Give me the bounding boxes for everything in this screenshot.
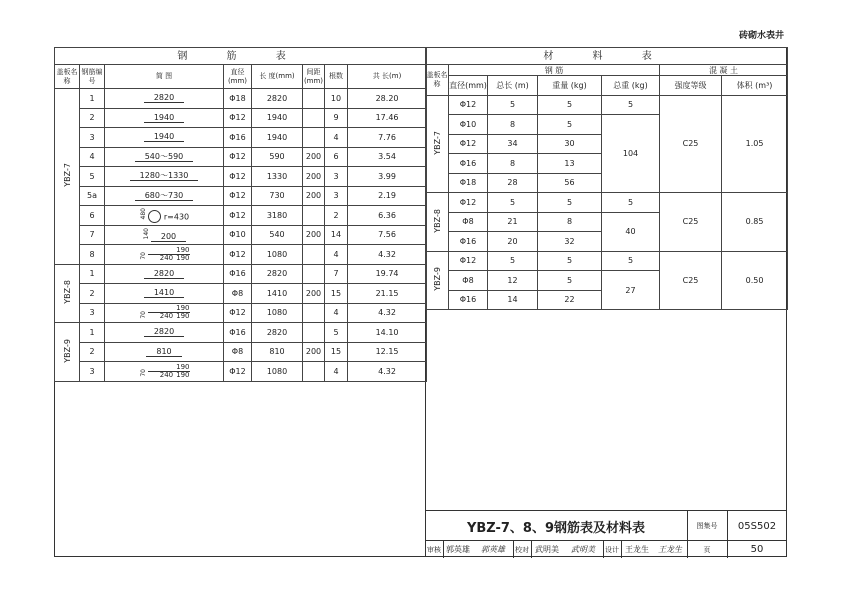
table-row	[55, 264, 427, 284]
rebar-shape	[105, 128, 224, 148]
mat-volume: 0.85	[722, 193, 788, 252]
rebar-shape	[105, 362, 224, 382]
shape-label: r=430	[163, 211, 190, 221]
rebar-total: 19.74	[348, 264, 427, 284]
drawing-title: YBZ-7、8、9钢筋表及材料表	[425, 511, 688, 541]
mat-header-len: 总长 (m)	[488, 76, 538, 96]
mat-grade: C25	[660, 193, 722, 252]
checker-name: 武明美	[535, 545, 559, 554]
dim-label: 70	[139, 369, 147, 377]
rebar-len: 1940	[252, 108, 303, 128]
shape-label: 190	[148, 364, 190, 372]
rebar-len: 730	[252, 186, 303, 206]
mat-header-steel: 钢 筋	[449, 65, 660, 76]
rebar-total: 21.15	[348, 284, 427, 304]
mat-wt: 8	[538, 212, 602, 232]
rebar-shape	[105, 303, 224, 323]
mat-dia: Φ8	[449, 212, 488, 232]
rebar-shape	[105, 147, 224, 167]
shape-label: 190	[176, 312, 190, 321]
rebar-no: 6	[80, 206, 105, 226]
table-row	[55, 128, 427, 148]
rebar-shape	[105, 89, 224, 109]
rebar-sp	[303, 303, 325, 323]
shape-label: 810	[146, 347, 181, 357]
mat-wt: 5	[538, 115, 602, 135]
rebar-no: 2	[80, 342, 105, 362]
rebar-len: 810	[252, 342, 303, 362]
rebar-n: 10	[325, 89, 348, 109]
mat-total-weight: 5	[602, 95, 660, 115]
rebar-n: 6	[325, 147, 348, 167]
dim-label: 480	[139, 207, 147, 219]
bent-bar-icon	[148, 305, 190, 320]
rebar-len: 1940	[252, 128, 303, 148]
blank-area	[55, 381, 427, 527]
mat-wt: 5	[538, 251, 602, 271]
rebar-dia: Φ12	[224, 362, 252, 382]
shape-label: 1410	[144, 288, 184, 298]
group-name: YBZ-9	[62, 338, 72, 363]
drawing-category: 砖砌水表井	[738, 31, 784, 41]
rebar-sp	[303, 89, 325, 109]
rebar-total: 4.32	[348, 362, 427, 382]
rebar-no: 2	[80, 108, 105, 128]
mat-total-weight: 27	[602, 271, 660, 310]
rebar-shape	[105, 186, 224, 206]
rebar-header-cell: 直径(mm)	[224, 65, 252, 89]
rebar-dia: Φ12	[224, 186, 252, 206]
rebar-header-cell: 简 图	[105, 65, 224, 89]
rebar-no: 8	[80, 245, 105, 265]
rebar-dia: Φ10	[224, 225, 252, 245]
group-label	[55, 264, 80, 323]
rebar-n: 5	[325, 323, 348, 343]
rebar-total: 3.54	[348, 147, 427, 167]
page-number: 50	[750, 544, 764, 555]
rebar-dia: Φ16	[224, 264, 252, 284]
table-row	[55, 89, 427, 109]
group-label	[426, 193, 449, 252]
rebar-total: 6.36	[348, 206, 427, 226]
rebar-len: 1080	[252, 303, 303, 323]
rebar-dia: Φ12	[224, 167, 252, 187]
rebar-dia: Φ12	[224, 303, 252, 323]
shape-label: 200	[151, 232, 186, 242]
mat-len: 5	[488, 95, 538, 115]
mat-len: 34	[488, 134, 538, 154]
rebar-n: 7	[325, 264, 348, 284]
rebar-n: 3	[325, 186, 348, 206]
rebar-total: 2.19	[348, 186, 427, 206]
atlas-label: 图集号	[687, 511, 728, 541]
rebar-shape	[105, 264, 224, 284]
rebar-n: 4	[325, 362, 348, 382]
mat-volume: 1.05	[722, 95, 788, 193]
shape-label: 540～590	[135, 152, 194, 162]
mat-wt: 5	[538, 95, 602, 115]
shape-label: 680～730	[135, 191, 194, 201]
rebar-dia: Φ12	[224, 245, 252, 265]
rebar-no: 5a	[80, 186, 105, 206]
mat-header-tw: 总重 (kg)	[602, 76, 660, 96]
mat-wt: 13	[538, 154, 602, 174]
mat-len: 28	[488, 173, 538, 193]
mat-dia: Φ16	[449, 154, 488, 174]
group-name: YBZ-9	[432, 267, 442, 292]
rebar-total: 12.15	[348, 342, 427, 362]
shape-label: 1940	[144, 132, 184, 142]
shape-label: 190	[176, 253, 190, 262]
group-label	[55, 89, 80, 265]
dim-label: 70	[139, 310, 147, 319]
mat-header-concrete: 混 凝 土	[660, 65, 788, 76]
rebar-n: 14	[325, 225, 348, 245]
rebar-shape	[105, 342, 224, 362]
rebar-n: 4	[325, 128, 348, 148]
rebar-total: 7.56	[348, 225, 427, 245]
table-row	[55, 186, 427, 206]
hoop-icon	[148, 210, 161, 223]
mat-dia: Φ16	[449, 290, 488, 310]
mat-len: 5	[488, 251, 538, 271]
dim-label: 240	[159, 312, 174, 321]
rebar-dia: Φ18	[224, 89, 252, 109]
mat-len: 8	[488, 115, 538, 135]
rebar-total: 3.99	[348, 167, 427, 187]
rebar-no: 3	[80, 128, 105, 148]
mat-wt: 30	[538, 134, 602, 154]
mat-total-weight: 40	[602, 212, 660, 251]
rebar-n: 15	[325, 342, 348, 362]
rebar-shape	[105, 167, 224, 187]
mat-wt: 5	[538, 271, 602, 291]
table-row	[55, 303, 427, 323]
rebar-total: 17.46	[348, 108, 427, 128]
rebar-header-cell: 长 度(mm)	[252, 65, 303, 89]
reviewer-signature: 郭英雄	[473, 541, 514, 558]
mat-header-wt: 重量 (kg)	[538, 76, 602, 96]
shape-row	[148, 313, 190, 320]
group-name: YBZ-7	[432, 130, 442, 155]
mat-len: 21	[488, 212, 538, 232]
rebar-dia: Φ12	[224, 108, 252, 128]
shape-label: 2820	[144, 327, 184, 337]
rebar-no: 1	[80, 323, 105, 343]
rebar-shape	[105, 284, 224, 304]
mat-wt: 5	[538, 193, 602, 213]
rebar-dia: Φ8	[224, 284, 252, 304]
material-table	[425, 47, 788, 310]
shape-label: 2820	[144, 269, 184, 279]
rebar-n: 15	[325, 284, 348, 304]
rebar-header-cell: 钢筋编号	[80, 65, 105, 89]
designer-signature: 王龙生	[653, 541, 688, 558]
mat-dia: Φ10	[449, 115, 488, 135]
mat-dia: Φ18	[449, 173, 488, 193]
mat-len: 5	[488, 193, 538, 213]
mat-dia: Φ12	[449, 95, 488, 115]
shape-label: 1280～1330	[130, 171, 199, 181]
mat-dia: Φ12	[449, 251, 488, 271]
table-row	[55, 206, 427, 226]
rebar-table-title: 钢 筋 表	[55, 48, 427, 65]
rebar-dia: Φ8	[224, 342, 252, 362]
rebar-no: 7	[80, 225, 105, 245]
rebar-sp: 200	[303, 284, 325, 304]
table-row	[426, 95, 788, 115]
rebar-sp	[303, 264, 325, 284]
rebar-header-cell: 盖板名称	[55, 65, 80, 89]
rebar-no: 1	[80, 89, 105, 109]
table-row	[55, 225, 427, 245]
rebar-n: 3	[325, 167, 348, 187]
rebar-shape	[105, 206, 224, 226]
rebar-total: 28.20	[348, 89, 427, 109]
rebar-dia: Φ12	[224, 206, 252, 226]
rebar-n: 4	[325, 303, 348, 323]
rebar-len: 3180	[252, 206, 303, 226]
shape-label: 190	[176, 370, 190, 379]
checker-signature: 武明美	[563, 541, 604, 558]
rebar-total: 14.10	[348, 323, 427, 343]
dim-label: 240	[159, 370, 174, 379]
table-row	[426, 251, 788, 271]
rebar-n: 4	[325, 245, 348, 265]
mat-grade: C25	[660, 251, 722, 310]
rebar-sp	[303, 128, 325, 148]
group-label	[426, 251, 449, 310]
rebar-header-cell: 共 长(m)	[348, 65, 427, 89]
page-label: 页	[687, 541, 728, 558]
rebar-no: 5	[80, 167, 105, 187]
rebar-len: 1080	[252, 362, 303, 382]
mat-total-weight: 5	[602, 193, 660, 213]
review-label: 审核	[425, 541, 444, 558]
rebar-sp: 200	[303, 147, 325, 167]
reviewer-name: 郭英雄	[446, 545, 470, 554]
rebar-shape	[105, 245, 224, 265]
design-label: 设计	[603, 541, 622, 558]
dim-label: 70	[139, 252, 147, 260]
rebar-dia: Φ16	[224, 323, 252, 343]
rebar-len: 1410	[252, 284, 303, 304]
group-name: YBZ-8	[432, 208, 442, 233]
mat-dia: Φ12	[449, 134, 488, 154]
shape-label: 1940	[144, 113, 184, 123]
mat-dia: Φ12	[449, 193, 488, 213]
table-row	[55, 245, 427, 265]
mat-dia: Φ16	[449, 232, 488, 252]
rebar-sp: 200	[303, 225, 325, 245]
shape-label: 2820	[144, 93, 184, 103]
rebar-sp	[303, 362, 325, 382]
dim-label: 240	[159, 253, 174, 262]
table-row	[55, 147, 427, 167]
mat-wt: 56	[538, 173, 602, 193]
bent-bar-icon	[148, 364, 190, 379]
rebar-len: 2820	[252, 89, 303, 109]
shape-row	[148, 372, 190, 379]
rebar-no: 3	[80, 362, 105, 382]
mat-header-grade: 强度等级	[660, 76, 722, 96]
group-label	[426, 95, 449, 193]
mat-volume: 0.50	[722, 251, 788, 310]
material-table-title: 材 料 表	[426, 48, 788, 65]
rebar-n: 2	[325, 206, 348, 226]
rebar-sp	[303, 108, 325, 128]
mat-header-name: 盖板名称	[426, 65, 449, 96]
designer-name: 王龙生	[625, 545, 649, 554]
mat-grade: C25	[660, 95, 722, 193]
mat-len: 12	[488, 271, 538, 291]
rebar-no: 3	[80, 303, 105, 323]
table-row	[426, 193, 788, 213]
rebar-sp: 200	[303, 186, 325, 206]
rebar-dia: Φ12	[224, 147, 252, 167]
mat-header-dia: 直径(mm)	[449, 76, 488, 96]
rebar-shape	[105, 323, 224, 343]
rebar-shape	[105, 108, 224, 128]
rebar-no: 4	[80, 147, 105, 167]
dim-label: 140	[142, 227, 150, 239]
mat-dia: Φ8	[449, 271, 488, 291]
rebar-total: 7.76	[348, 128, 427, 148]
title-block	[425, 510, 787, 557]
mat-header-vol: 体积 (m³)	[722, 76, 788, 96]
group-label	[55, 323, 80, 382]
rebar-len: 540	[252, 225, 303, 245]
rebar-table	[54, 47, 427, 527]
rebar-no: 2	[80, 284, 105, 304]
mat-total-weight: 104	[602, 115, 660, 193]
mat-len: 14	[488, 290, 538, 310]
rebar-shape	[105, 225, 224, 245]
rebar-dia: Φ16	[224, 128, 252, 148]
rebar-sp: 200	[303, 342, 325, 362]
rebar-len: 1080	[252, 245, 303, 265]
rebar-total: 4.32	[348, 303, 427, 323]
shape-label: 190	[148, 247, 190, 255]
rebar-len: 1330	[252, 167, 303, 187]
rebar-total: 4.32	[348, 245, 427, 265]
mat-len: 20	[488, 232, 538, 252]
rebar-sp	[303, 323, 325, 343]
rebar-sp	[303, 206, 325, 226]
atlas-number: 05S502	[737, 520, 777, 532]
mat-len: 8	[488, 154, 538, 174]
group-name: YBZ-7	[62, 163, 72, 188]
mat-wt: 22	[538, 290, 602, 310]
rebar-n: 9	[325, 108, 348, 128]
check-label: 校对	[513, 541, 532, 558]
table-row	[55, 167, 427, 187]
shape-row	[148, 255, 190, 262]
rebar-no: 1	[80, 264, 105, 284]
table-row	[55, 362, 427, 382]
rebar-len: 2820	[252, 264, 303, 284]
table-row	[55, 108, 427, 128]
group-name: YBZ-8	[62, 280, 72, 305]
table-row	[55, 342, 427, 362]
mat-total-weight: 5	[602, 251, 660, 271]
rebar-header-cell: 根数	[325, 65, 348, 89]
rebar-len: 2820	[252, 323, 303, 343]
table-row	[55, 284, 427, 304]
shape-label: 190	[148, 305, 190, 313]
bent-bar-icon	[148, 247, 190, 262]
rebar-sp: 200	[303, 167, 325, 187]
table-row	[55, 323, 427, 343]
rebar-header-cell: 间距(mm)	[303, 65, 325, 89]
mat-wt: 32	[538, 232, 602, 252]
rebar-sp	[303, 245, 325, 265]
rebar-len: 590	[252, 147, 303, 167]
